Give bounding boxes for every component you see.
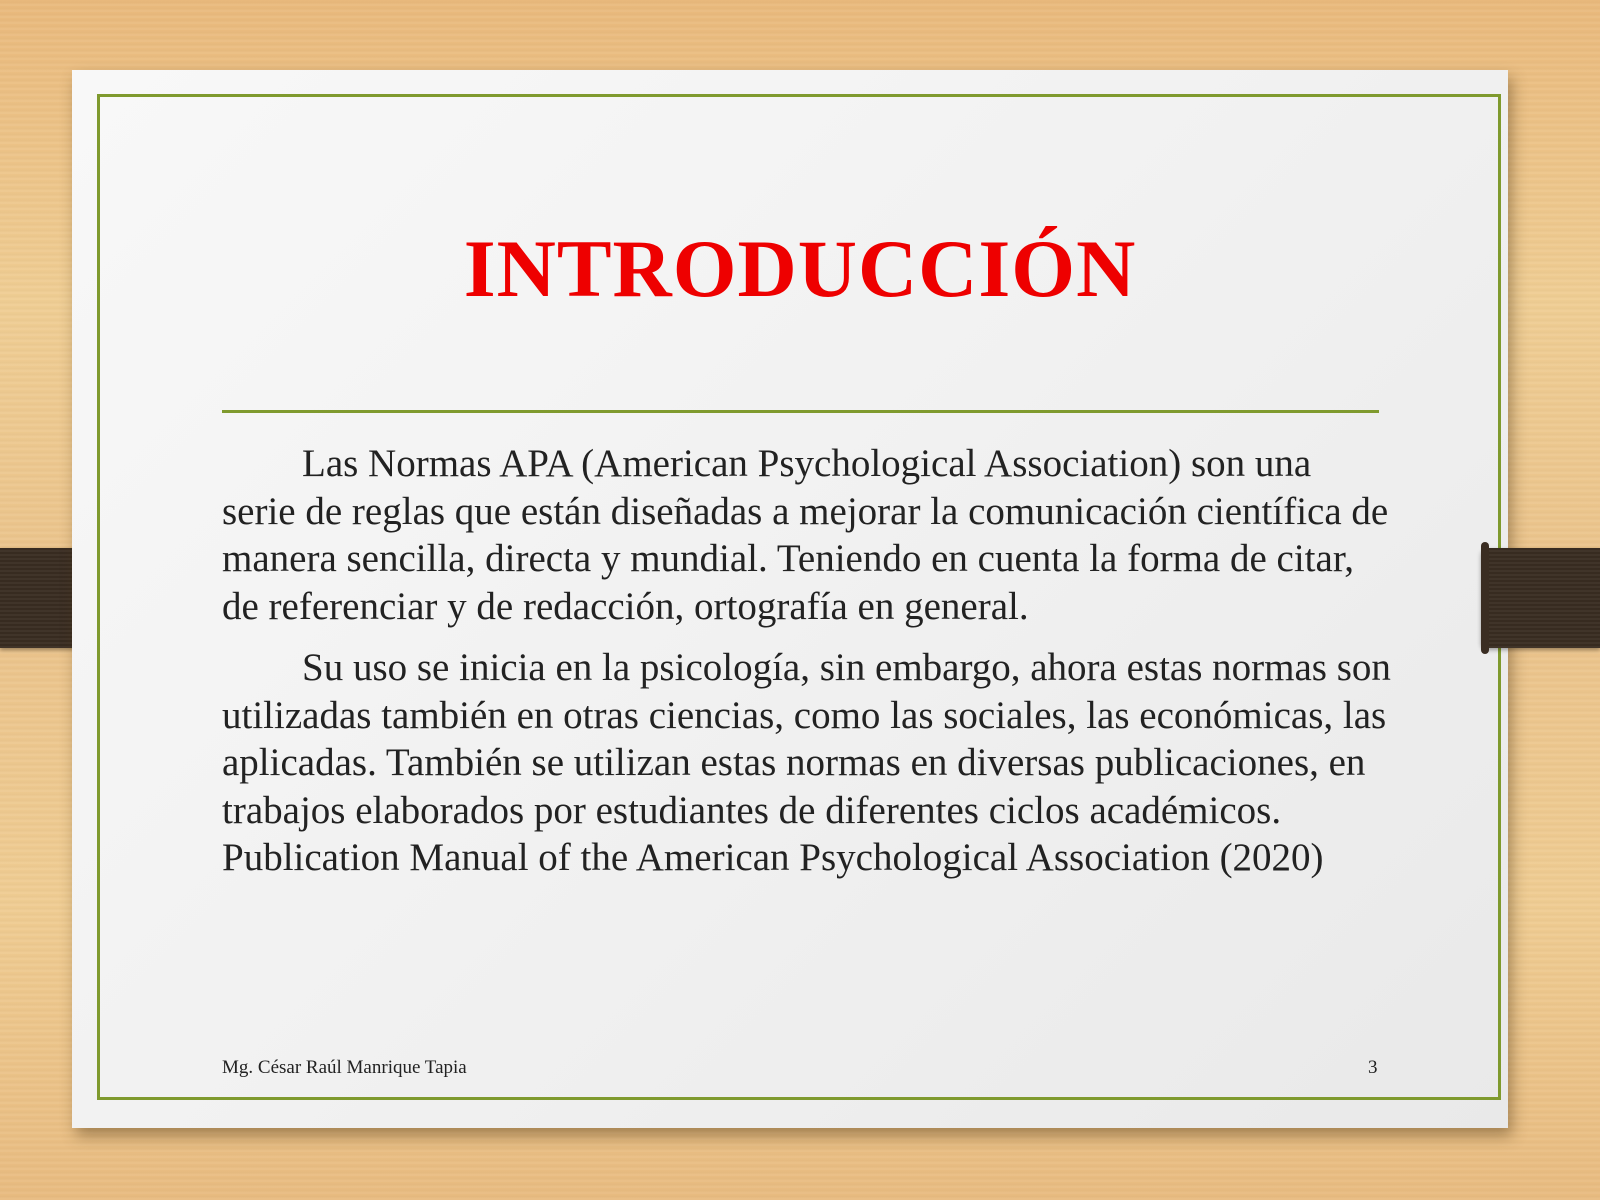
body-paragraph-2: Su uso se inicia en la psicología, sin embargo, ahora estas normas son utilizadas también en otras ciencias, como las sociales, las económicas, las aplicadas. También se utilizan estas normas en diversas publicaciones, en trabajos elaborados por estudiantes de diferentes ciclos académicos. Publication Manual of the American Psychological Association (2020) bbox=[222, 646, 1391, 879]
page-number: 3 bbox=[1368, 1057, 1378, 1078]
footer-author: Mg. César Raúl Manrique Tapia bbox=[222, 1057, 467, 1078]
title-divider bbox=[222, 410, 1379, 413]
slide-body bbox=[222, 440, 1392, 896]
body-paragraph-1: Las Normas APA (American Psychological Association) son una serie de reglas que están diseñadas a mejorar la comunicación científica de manera sencilla, directa y mundial. Teniendo en cuenta la forma de citar, de referenciar y de redacción, ortografía en general. bbox=[222, 442, 1389, 628]
binder-clip-right bbox=[1481, 548, 1600, 648]
slide-title: INTRODUCCIÓN bbox=[463, 223, 1137, 314]
